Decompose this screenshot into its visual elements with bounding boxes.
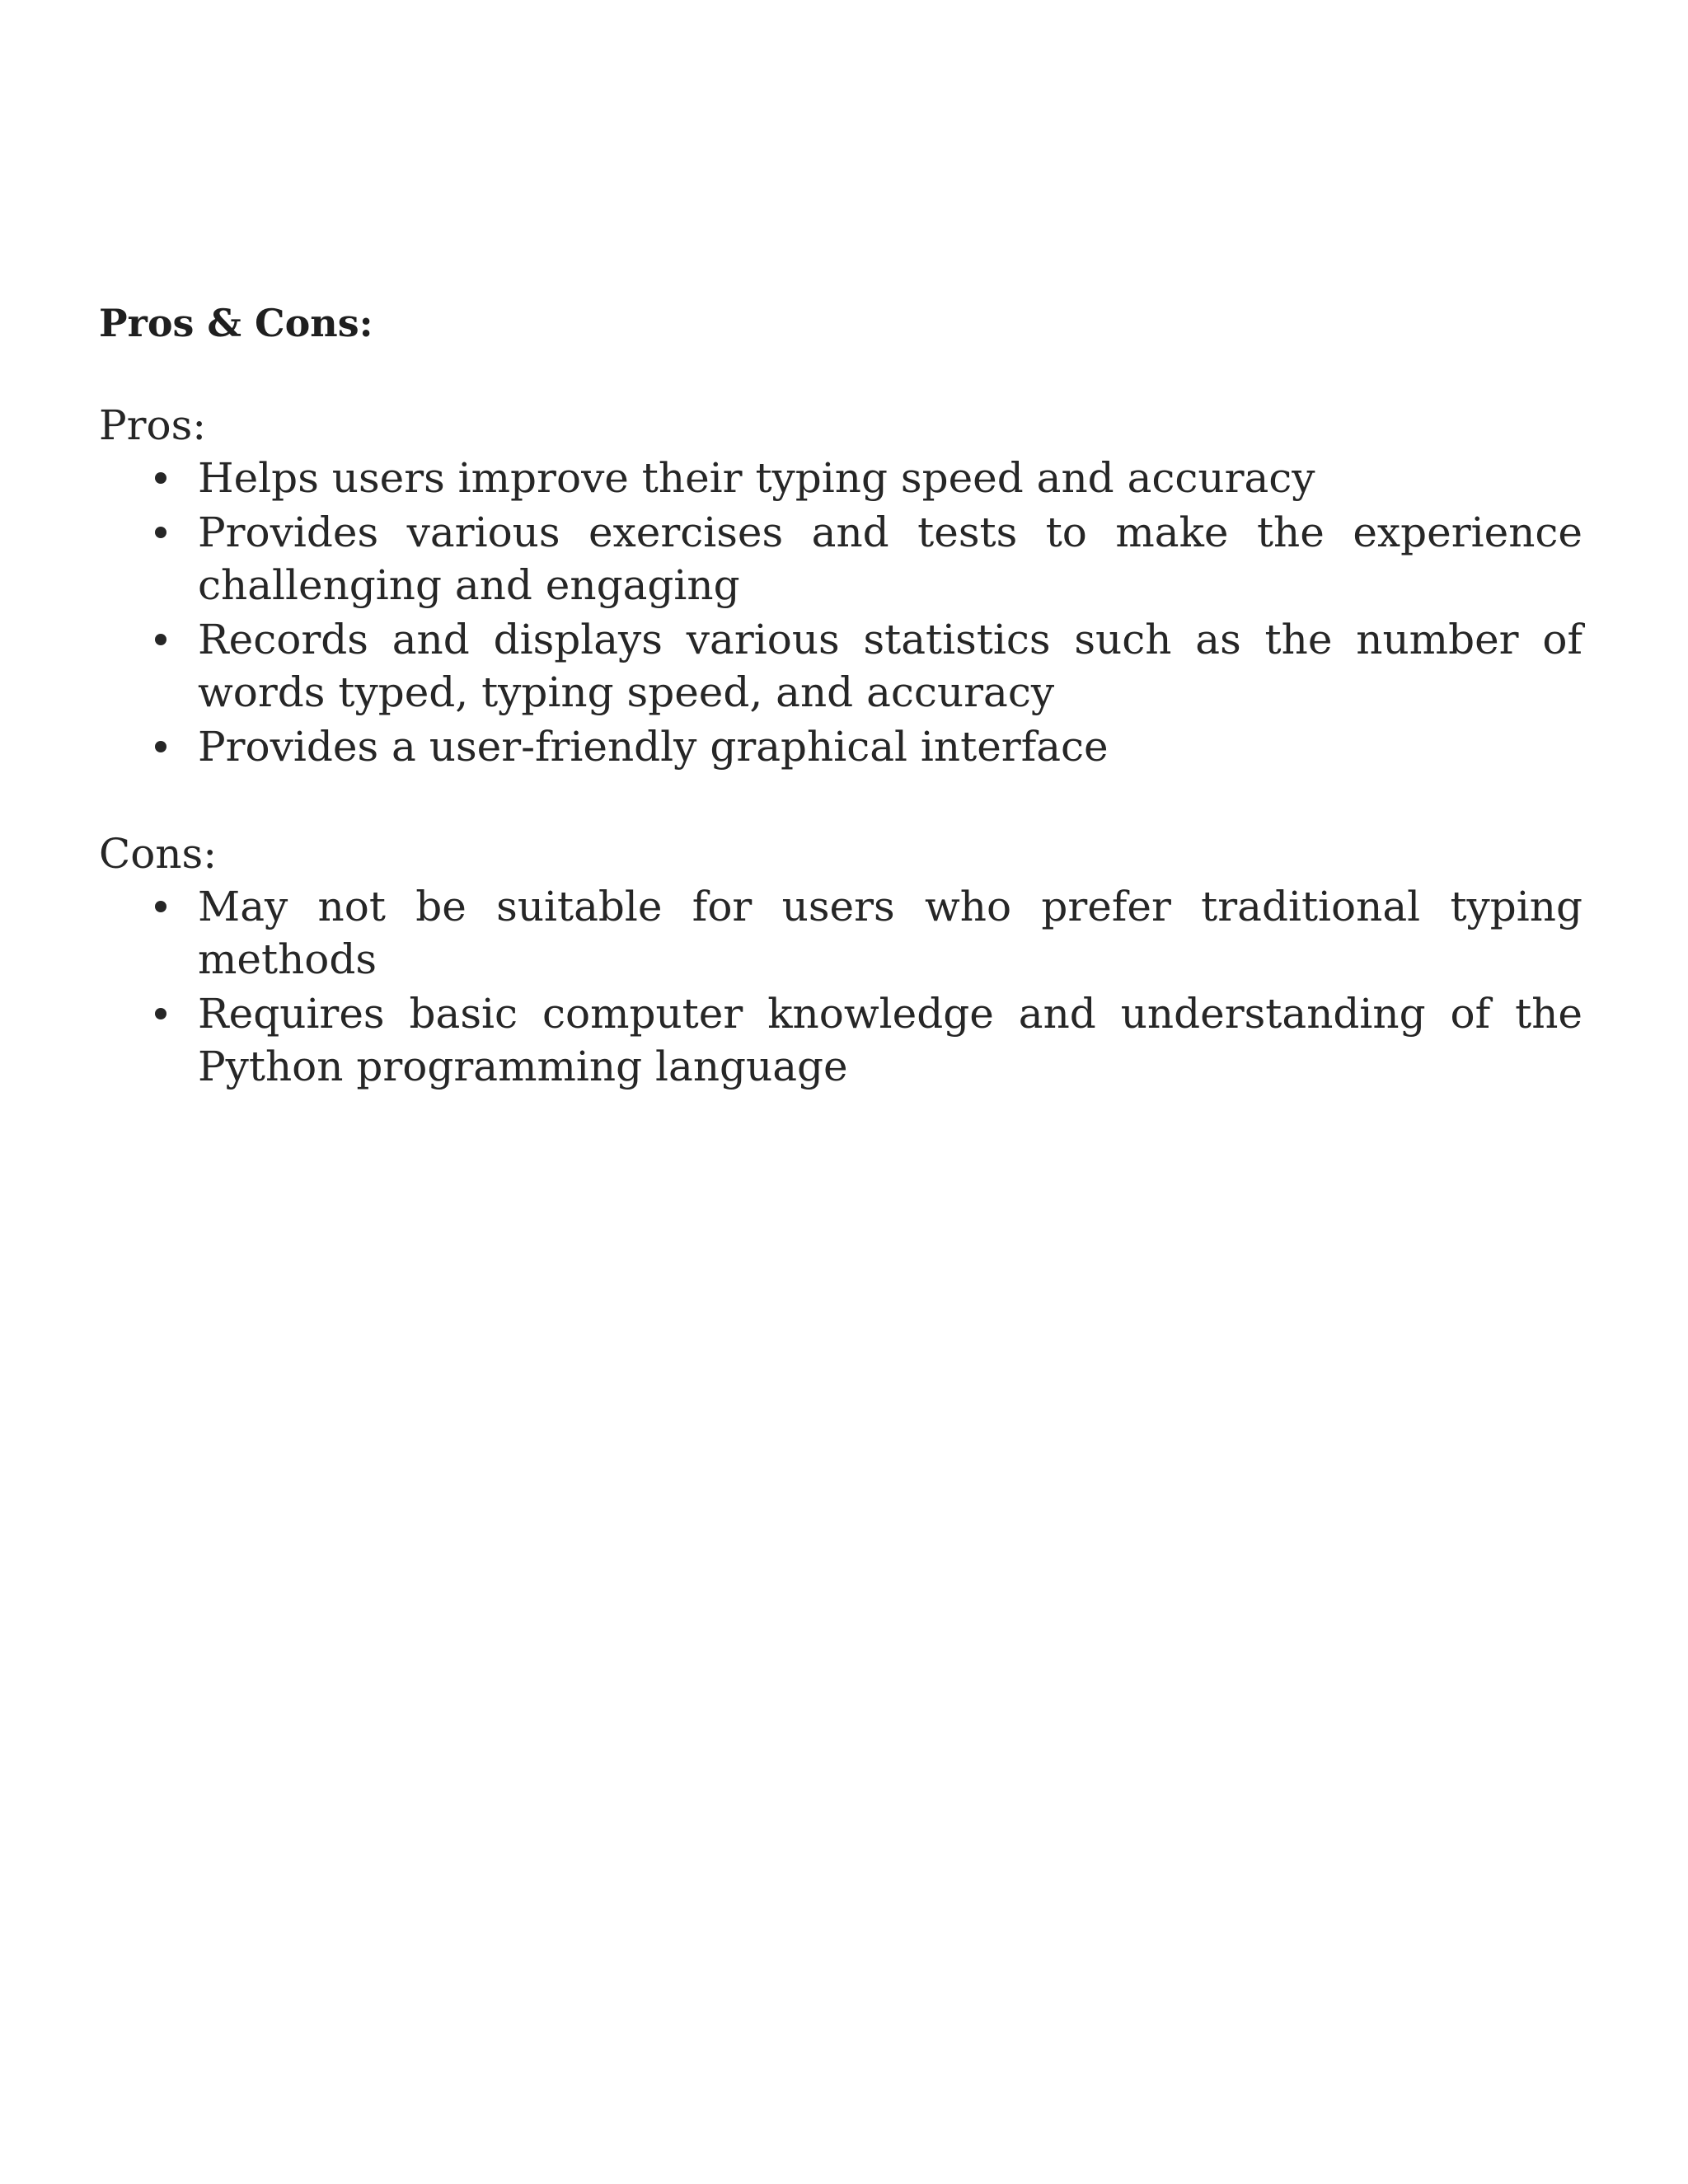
bullet-icon	[155, 527, 166, 538]
list-item	[99, 987, 1582, 1093]
list-item	[99, 720, 1582, 773]
list-item-text: Helps users improve their typing speed and accuracy	[198, 454, 1315, 502]
list-item	[99, 506, 1582, 612]
cons-list	[99, 880, 1582, 1093]
pros-list	[99, 452, 1582, 773]
page-heading: Pros & Cons:	[99, 301, 373, 345]
bullet-icon	[155, 901, 166, 912]
bullet-icon	[155, 741, 166, 752]
document-page	[99, 297, 1582, 1147]
list-item-text: Requires basic computer knowledge and understanding of the Python programming language	[198, 990, 1582, 1090]
pros-label: Pros:	[99, 401, 207, 449]
list-item	[99, 880, 1582, 986]
list-item	[99, 452, 1582, 504]
list-item-text: Provides a user-friendly graphical interface	[198, 723, 1109, 771]
list-item-text: Provides various exercises and tests to make the experience challenging and engaging	[198, 509, 1582, 609]
list-item-text: May not be suitable for users who prefer traditional typing methods	[198, 883, 1582, 983]
list-item-text: Records and displays various statistics such as the number of words typed, typing speed, and accuracy	[198, 616, 1582, 716]
bullet-icon	[155, 1008, 166, 1019]
bullet-icon	[155, 472, 166, 484]
list-item	[99, 613, 1582, 719]
cons-label: Cons:	[99, 830, 218, 878]
bullet-icon	[155, 634, 166, 645]
